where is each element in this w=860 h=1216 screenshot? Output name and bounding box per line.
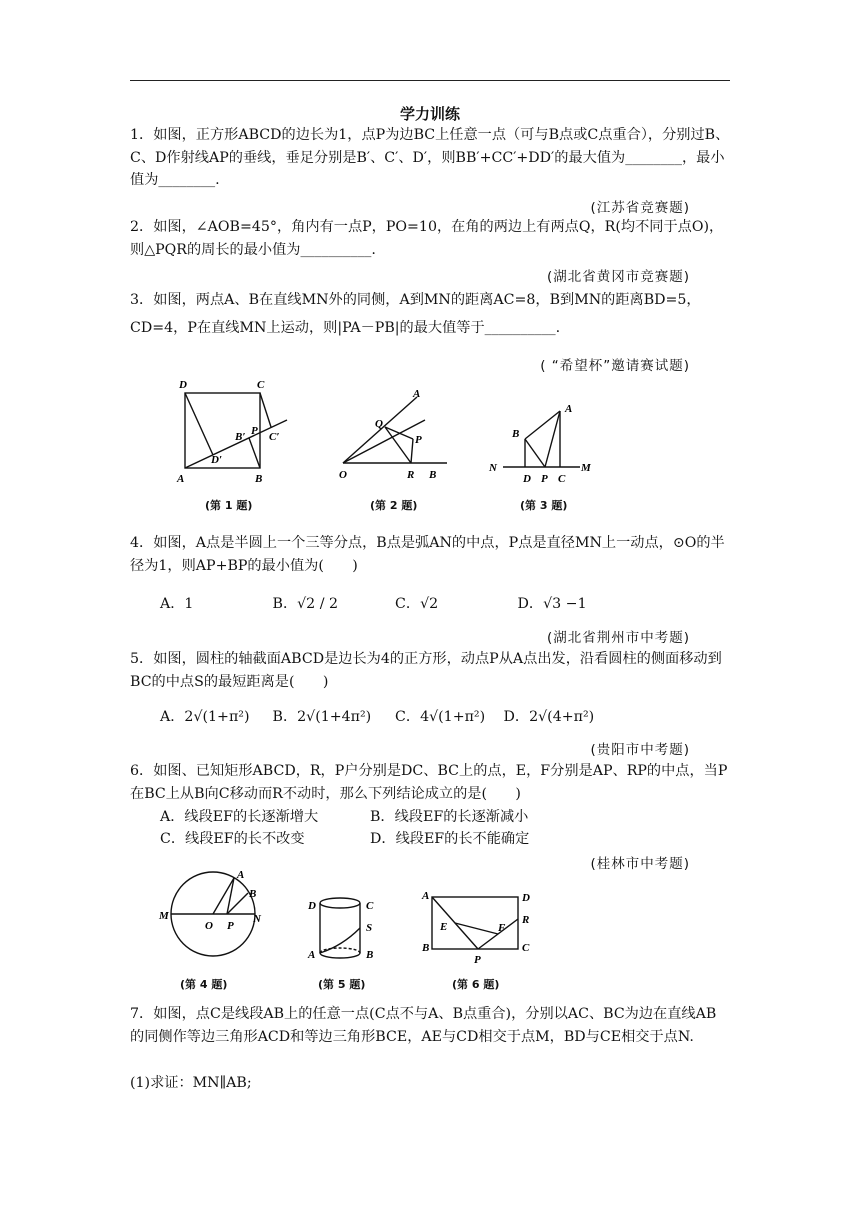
fig2-label-q: Q	[375, 418, 383, 430]
question-2-source: (湖北省黄冈市竞赛题)	[546, 269, 690, 285]
fig3-label-m: M	[581, 462, 591, 474]
fig1-label-b-prime: B′	[235, 431, 246, 443]
fig6-label-b: B	[422, 942, 430, 954]
header-rule	[130, 80, 730, 81]
question-1: 1．如图，正方形ABCD的边长为1，点P为边BC上任意一点（可与B点或C点重合），分别过B、C、D作射线AP的垂线，垂足分别是B′、C′、D′，则BB′+CC′+DD′的最大值为________，最小值为________.	[130, 127, 730, 188]
question-6: 6．如图、已知矩形ABCD，R，P户分别是DC、BC上的点，E，F分别是AP、RP的中点，当P在BC上从B向C移动而R不动时，那么下列结论成立的是( )	[130, 763, 728, 802]
fig6-label-a: A	[422, 890, 430, 902]
question-4-options	[160, 593, 720, 613]
question-7-part-1: (1)求证：MN∥AB;	[130, 1075, 252, 1091]
fig6-label-f: F	[498, 922, 506, 934]
question-3-source: ( “希望杯”邀请赛试题)	[540, 358, 690, 374]
q4-option-b: B．√2 / 2	[272, 596, 339, 612]
question-5-options	[160, 706, 720, 726]
fig3-label-b: B	[512, 428, 520, 440]
figure-6-caption: (第 6 题)	[452, 978, 500, 991]
q4-option-c: C．√2	[395, 596, 439, 612]
fig2-label-r: R	[407, 469, 415, 481]
question-1-source: (江苏省竞赛题)	[590, 200, 690, 216]
fig3-label-a: A	[565, 403, 573, 415]
fig5-label-c: C	[366, 900, 374, 912]
q6-option-b: B．线段EF的长逐渐减小	[370, 809, 529, 825]
fig2-label-a: A	[413, 388, 421, 400]
fig1-label-d-prime: D′	[211, 454, 223, 466]
section-title: 学力训练	[399, 105, 460, 123]
q5-option-a: A．2√(1+π²)	[160, 709, 250, 725]
figure-3	[485, 395, 595, 490]
fig3-label-c: C	[558, 473, 566, 485]
q5-option-c: C．4√(1+π²)	[395, 709, 486, 725]
figure-5-caption: (第 5 题)	[318, 978, 366, 991]
q6-option-c: C．线段EF的长不改变	[160, 831, 305, 847]
fig5-label-b: B	[366, 949, 374, 961]
fig5-label-a: A	[308, 949, 316, 961]
q5-option-b: B．2√(1+4π²)	[272, 709, 372, 725]
figure-1-caption: (第 1 题)	[205, 499, 253, 512]
fig6-label-c: C	[522, 942, 530, 954]
fig4-label-m: M	[159, 910, 169, 922]
question-6-options	[160, 806, 720, 850]
question-3: 3．如图，两点A、B在直线MN外的同侧，A到MN的距离AC=8，B到MN的距离BD=5，CD=4，P在直线MN上运动，则|PA－PB|的最大值等于__________.	[130, 292, 701, 336]
fig1-label-p: P	[251, 425, 258, 437]
fig4-label-n: N	[253, 913, 261, 925]
fig4-label-a: A	[237, 869, 245, 881]
q4-option-a: A．1	[160, 596, 194, 612]
fig4-label-b: B	[249, 888, 257, 900]
fig1-label-c: C	[257, 379, 265, 391]
figure-1	[165, 370, 300, 490]
fig6-label-p: P	[474, 954, 481, 965]
fig1-label-c-prime: C′	[269, 431, 280, 443]
fig2-label-b: B	[429, 469, 437, 481]
question-6-source: (桂林市中考题)	[590, 856, 690, 872]
q6-option-d: D．线段EF的长不能确定	[370, 831, 530, 847]
question-5: 5．如图，圆柱的轴截面ABCD是边长为4的正方形，动点P从A点出发，沿看圆柱的侧面移动到BC的中点S的最短距离是( )	[130, 651, 722, 690]
fig6-label-r: R	[522, 914, 530, 926]
figure-4-caption: (第 4 题)	[180, 978, 228, 991]
fig4-label-o: O	[205, 920, 213, 932]
figure-5	[300, 890, 385, 970]
question-4: 4．如图，A点是半圆上一个三等分点，B点是弧AN的中点，P点是直径MN上一动点，⊙O的半径为1，则AP+BP的最小值为( )	[130, 535, 725, 574]
fig4-label-p: P	[227, 920, 234, 932]
fig1-label-b: B	[255, 473, 263, 485]
fig3-label-n: N	[489, 462, 497, 474]
q4-option-d: D．√3 −1	[517, 596, 587, 612]
fig2-label-p: P	[415, 434, 422, 446]
question-2: 2．如图，∠AOB=45°，角内有一点P，PO=10，在角的两边上有两点Q，R(均不同于点O)，则△PQR的周长的最小值为__________.	[130, 219, 724, 258]
fig1-label-a: A	[177, 473, 185, 485]
fig3-label-d: D	[523, 473, 531, 485]
fig3-label-p: P	[541, 473, 548, 485]
question-5-source: (贵阳市中考题)	[590, 742, 690, 758]
fig5-label-s: S	[366, 922, 373, 934]
question-4-source: (湖北省荆州市中考题)	[546, 630, 690, 646]
figure-3-caption: (第 3 题)	[520, 499, 568, 512]
fig6-label-d: D	[522, 892, 530, 904]
fig2-label-o: O	[339, 469, 347, 481]
question-7: 7．如图，点C是线段AB上的任意一点(C点不与A、B点重合)，分别以AC、BC为边在直线AB的同侧作等边三角形ACD和等边三角形BCE，AE与CD相交于点M，BD与CE相交于点N.	[130, 1006, 717, 1045]
figure-2-caption: (第 2 题)	[370, 499, 418, 512]
figure-4	[155, 862, 280, 972]
q5-option-d: D．2√(4+π²)	[503, 709, 595, 725]
fig5-label-d: D	[308, 900, 316, 912]
fig6-label-e: E	[440, 921, 448, 933]
fig1-label-d: D	[179, 379, 187, 391]
q6-option-a: A．线段EF的长逐渐增大	[160, 809, 319, 825]
figure-2	[335, 385, 455, 490]
figure-6	[418, 885, 543, 965]
